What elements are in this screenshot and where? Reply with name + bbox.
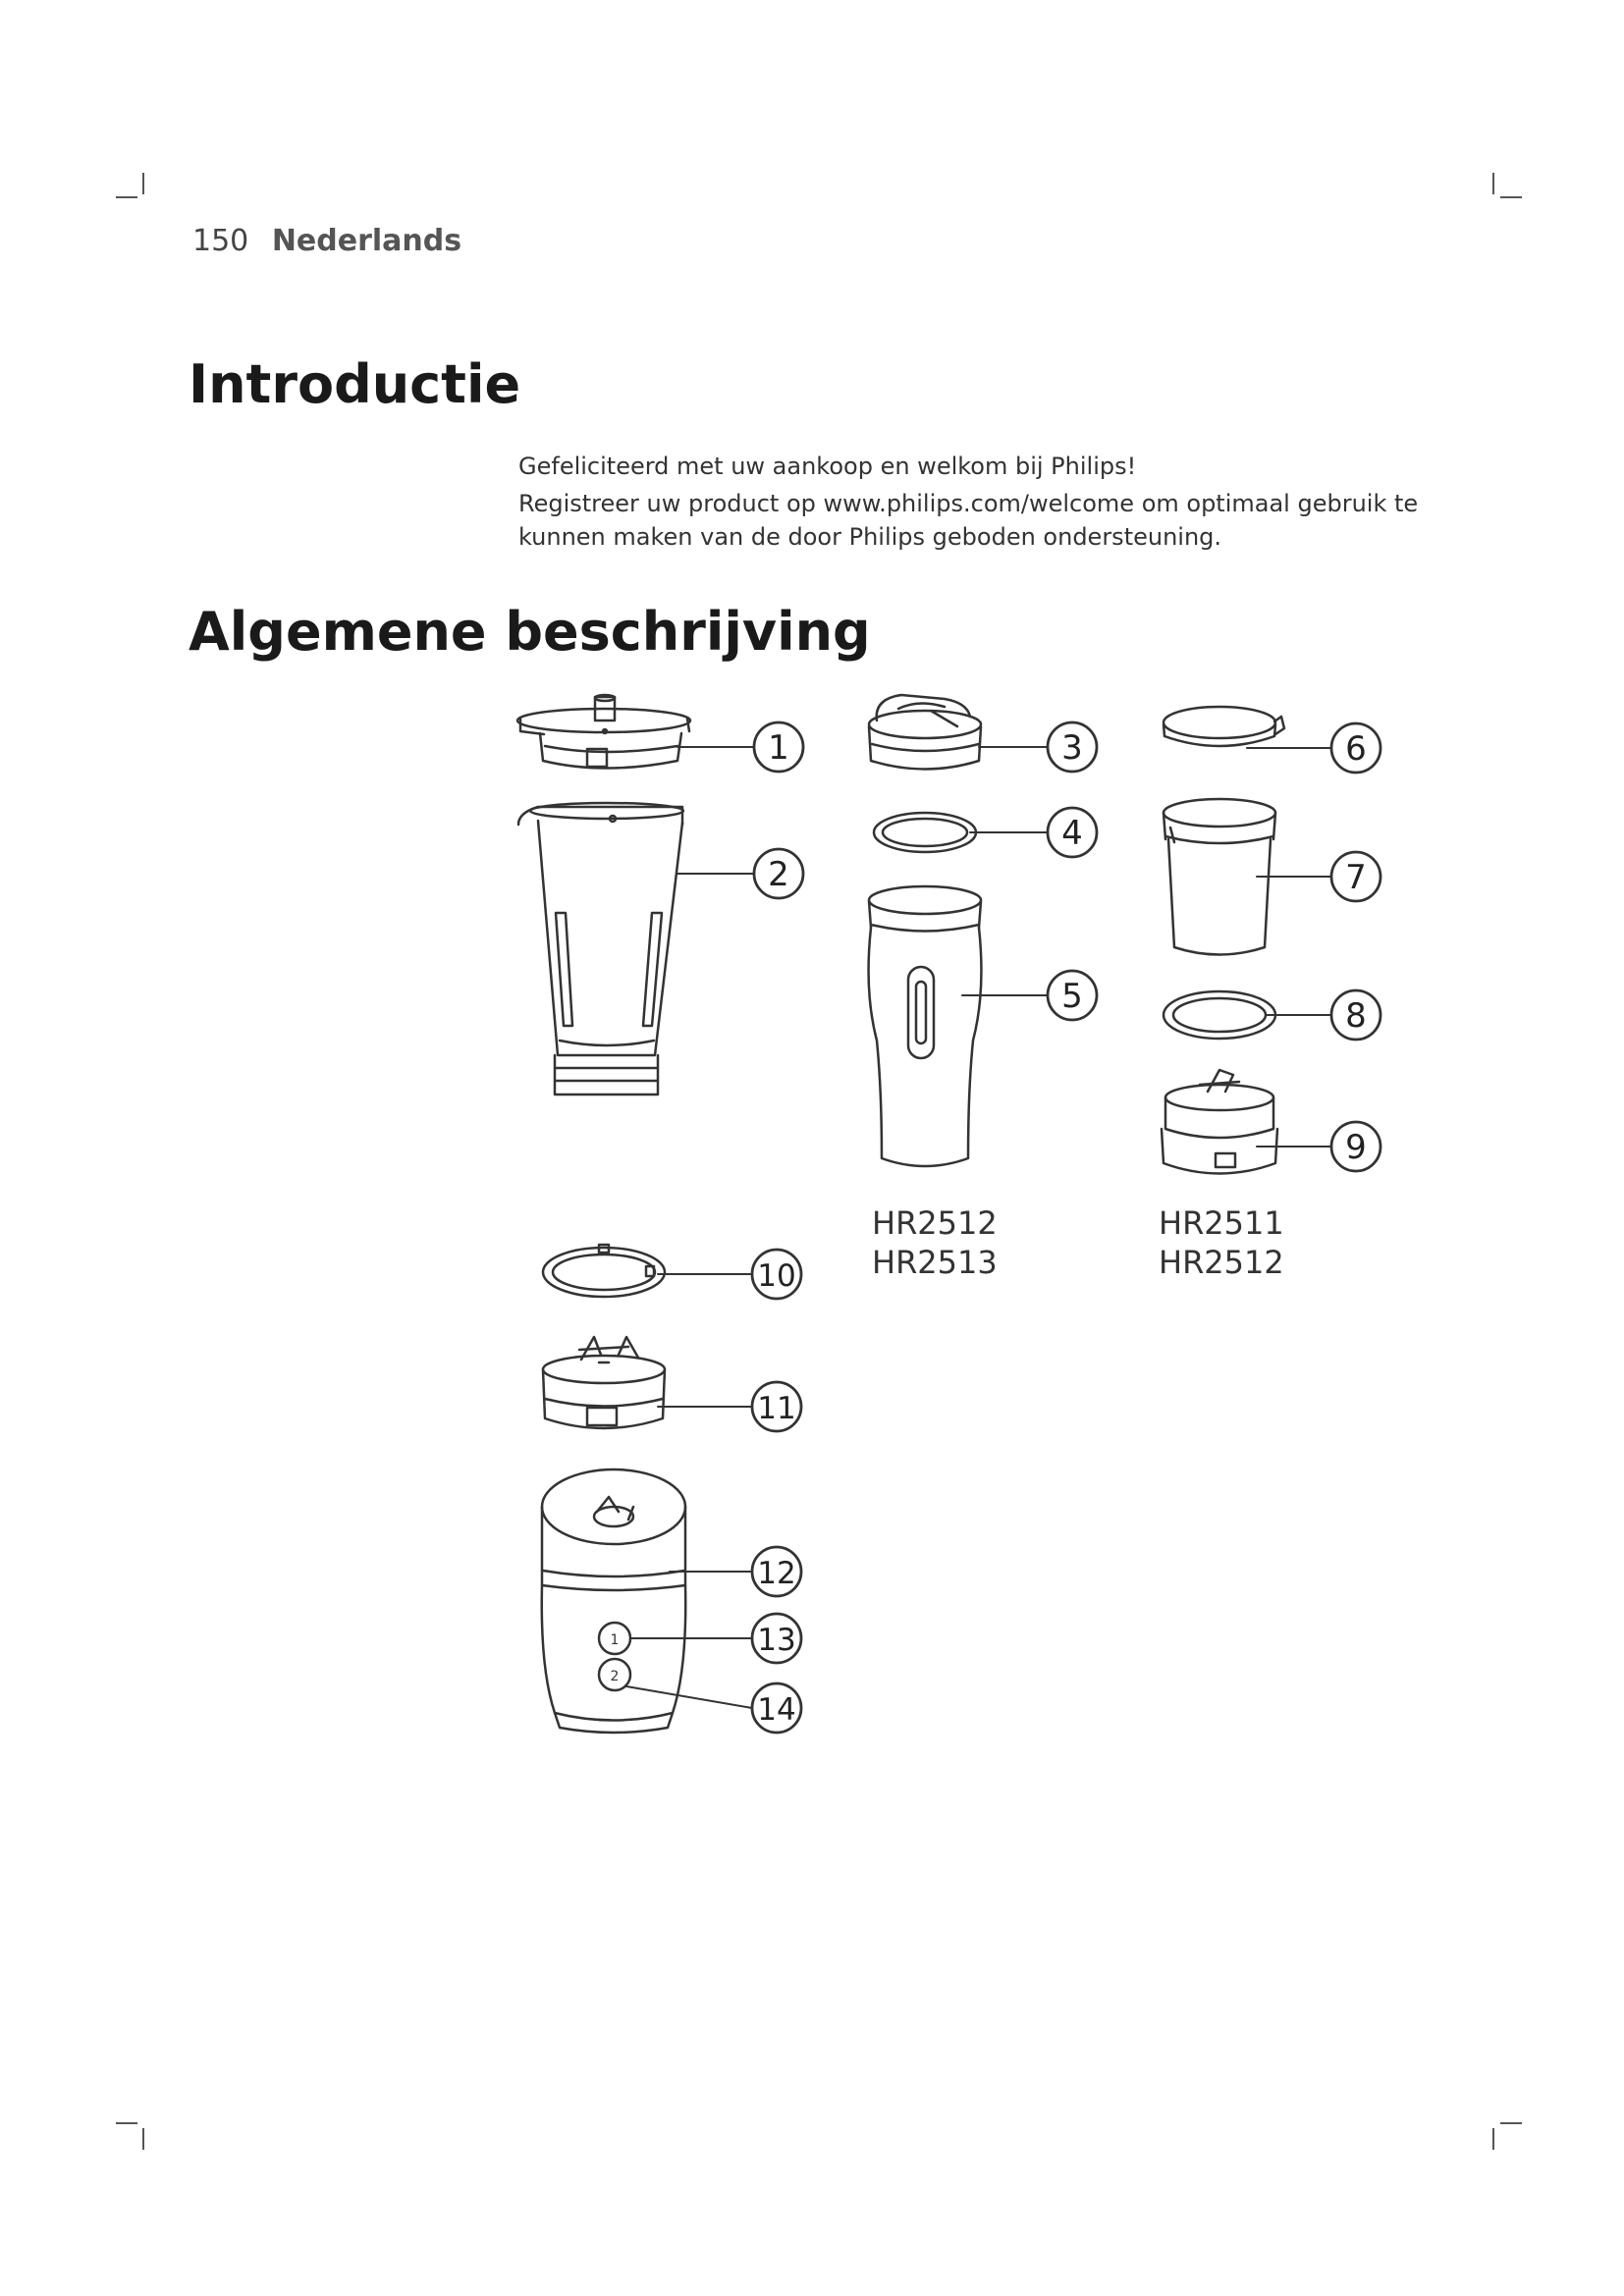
intro-heading: Introductie xyxy=(189,353,521,415)
callout-4: 4 xyxy=(1061,814,1083,853)
model-name: HR2513 xyxy=(872,1244,998,1281)
model-name: HR2512 xyxy=(872,1204,998,1242)
callout-3: 3 xyxy=(1061,728,1083,768)
speed-button-2 xyxy=(599,1659,630,1690)
intro-line-2: Registreer uw product op www.philips.com/welcome om optimaal gebruik te kunnen maken van de door Philips geboden ondersteuning. xyxy=(518,490,1419,551)
part-blade-unit-small xyxy=(1162,1070,1277,1174)
part-blade-ring xyxy=(543,1245,665,1297)
callout-2: 2 xyxy=(768,855,789,894)
part-travel-lid xyxy=(869,695,981,770)
model-name: HR2512 xyxy=(1159,1244,1284,1281)
callout-13: 13 xyxy=(757,1623,796,1658)
part-sealing-ring-large xyxy=(1164,991,1275,1039)
callout-5: 5 xyxy=(1061,977,1083,1016)
callout-7: 7 xyxy=(1345,858,1367,897)
model-name: HR2511 xyxy=(1159,1204,1284,1242)
page-number: 150 xyxy=(192,224,249,258)
page-language: Nederlands xyxy=(271,224,462,258)
part-cup-lid xyxy=(1164,707,1284,746)
model-group-bottle xyxy=(872,1203,998,1282)
callout-8: 8 xyxy=(1345,996,1367,1036)
callout-11: 11 xyxy=(757,1391,796,1426)
speed-button-1-label: 1 xyxy=(610,1632,620,1648)
part-tall-bottle xyxy=(869,886,982,1166)
callout-10: 10 xyxy=(757,1258,796,1294)
speed-button-2-label: 2 xyxy=(610,1669,620,1684)
speed-button-1 xyxy=(599,1623,630,1654)
intro-line-1: Gefeliciteerd met uw aankoop en welkom bij Philips! xyxy=(518,453,1137,480)
callout-1: 1 xyxy=(768,728,789,768)
callout-circles xyxy=(752,722,1380,1733)
callout-14: 14 xyxy=(757,1692,796,1728)
part-jar-lid xyxy=(517,695,690,769)
callout-9: 9 xyxy=(1345,1128,1367,1167)
callout-6: 6 xyxy=(1345,729,1367,769)
part-blade-unit xyxy=(543,1337,665,1428)
callout-12: 12 xyxy=(757,1556,796,1591)
general-description-heading: Algemene beschrijving xyxy=(189,601,871,663)
part-blender-jar xyxy=(518,803,683,1095)
model-group-cup xyxy=(1159,1203,1284,1282)
part-sealing-ring-small xyxy=(874,813,976,852)
